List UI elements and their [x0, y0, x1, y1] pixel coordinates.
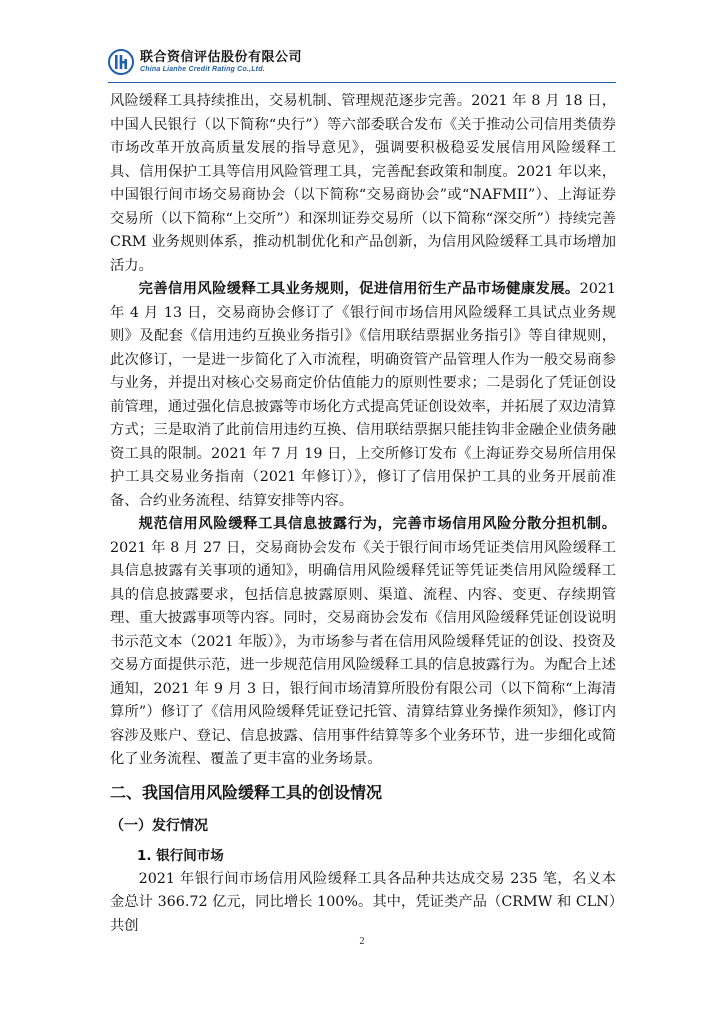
header-divider: [108, 82, 616, 83]
paragraph-intro: 风险缓释工具持续推出，交易机制、管理规范逐步完善。2021 年 8 月 18 日，中国人民银行（以下简称“央行”）等六部委联合发布《关于推动公司信用类债券市场改革开放高质量发展的指导意见》，强调要积极稳妥发展信用风险缓释工具、信用保护工具等信用风险管理工具，完善配套政策和制度。2021 年以来，中国银行间市场交易商协会（以下简称“交易商协会”或“NAFMII”）、上海证券交易所（以下简称“上交所”）和深圳证券交易所（以下简称“深交所”）持续完善 CRM 业务规则体系，推动机制优化和产品创新，为信用风险缓释工具市场增加活力。: [110, 93, 616, 274]
subsection-heading: （一）发行情况: [110, 817, 208, 834]
paragraph-lead-rules: 完善信用风险缓释工具业务规则，促进信用衍生产品市场健康发展。: [138, 281, 580, 297]
paragraph-disclosure: [110, 513, 616, 772]
lianhe-logo-icon: [108, 49, 134, 75]
paragraph-body-rules: 2021 年 4 月 13 日，交易商协会修订了《银行间市场信用风险缓释工具试点业务规则》及配套《信用违约互换业务指引》《信用联结票据业务指引》等自律规则，此次修订，一是进一步简化了入市流程，明确资管产品管理人作为一般交易商参与业务，并提出对核心交易商定价估值能力的原则性要求；二是弱化了凭证创设前管理，通过强化信息披露等市场化方式提高凭证创设效率，并拓展了双边清算方式；三是取消了此前信用违约互换、信用联结票据只能挂钩非金融企业债务融资工具的限制。2021 年 7 月 19 日，上交所修订发布《上海证券交易所信用保护工具交易业务指南（2021 年修订）》，修订了信用保护工具的业务开展前准备、合约业务流程、结算安排等内容。: [110, 281, 616, 509]
section-heading: 二、我国信用风险缓释工具的创设情况: [110, 782, 383, 802]
subsubsection-heading: 1. 银行间市场: [137, 847, 224, 864]
company-name-block: [140, 50, 302, 74]
paragraph-lead-disclosure: 规范信用风险缓释工具信息披露行为，完善市场信用风险分散分担机制。: [138, 516, 616, 532]
page-number: 2: [359, 936, 365, 947]
paragraph-business-rules: [110, 278, 616, 513]
page-header: [108, 44, 628, 80]
document-body: [110, 90, 616, 938]
company-name-en: China Lianhe Credit Rating Co.,Ltd.: [140, 66, 265, 73]
company-name-cn: 联合资信评估股份有限公司: [140, 50, 303, 65]
paragraph-interbank-market: 2021 年银行间市场信用风险缓释工具各品种共达成交易 235 笔，名义本金总计 366.72 亿元，同比增长 100%。其中，凭证类产品（CRMW 和 CLN）共创: [110, 870, 616, 934]
paragraph-body-disclosure: 2021 年 8 月 27 日，交易商协会发布《关于银行间市场凭证类信用风险缓释工具信息披露有关事项的通知》，明确信用风险缓释凭证等凭证类信用风险缓释工具的信息披露要求，包括信息披露原则、渠道、流程、内容、变更、存续期管理、重大披露事项等内容。同时，交易商协会发布《信用风险缓释凭证创设说明书示范文本（2021 年版）》，为市场参与者在信用风险缓释凭证的创设、投资及交易方面提供示范，进一步规范信用风险缓释工具的信息披露行为。为配合上述通知，2021 年 9 月 3 日，银行间市场清算所股份有限公司（以下简称“上海清算所”）修订了《信用风险缓释凭证登记托管、清算结算业务操作须知》，修订内容涉及账户、登记、信息披露、信用事件结算等多个业务环节，进一步细化或简化了业务流程、覆盖了更丰富的业务场景。: [110, 539, 616, 767]
